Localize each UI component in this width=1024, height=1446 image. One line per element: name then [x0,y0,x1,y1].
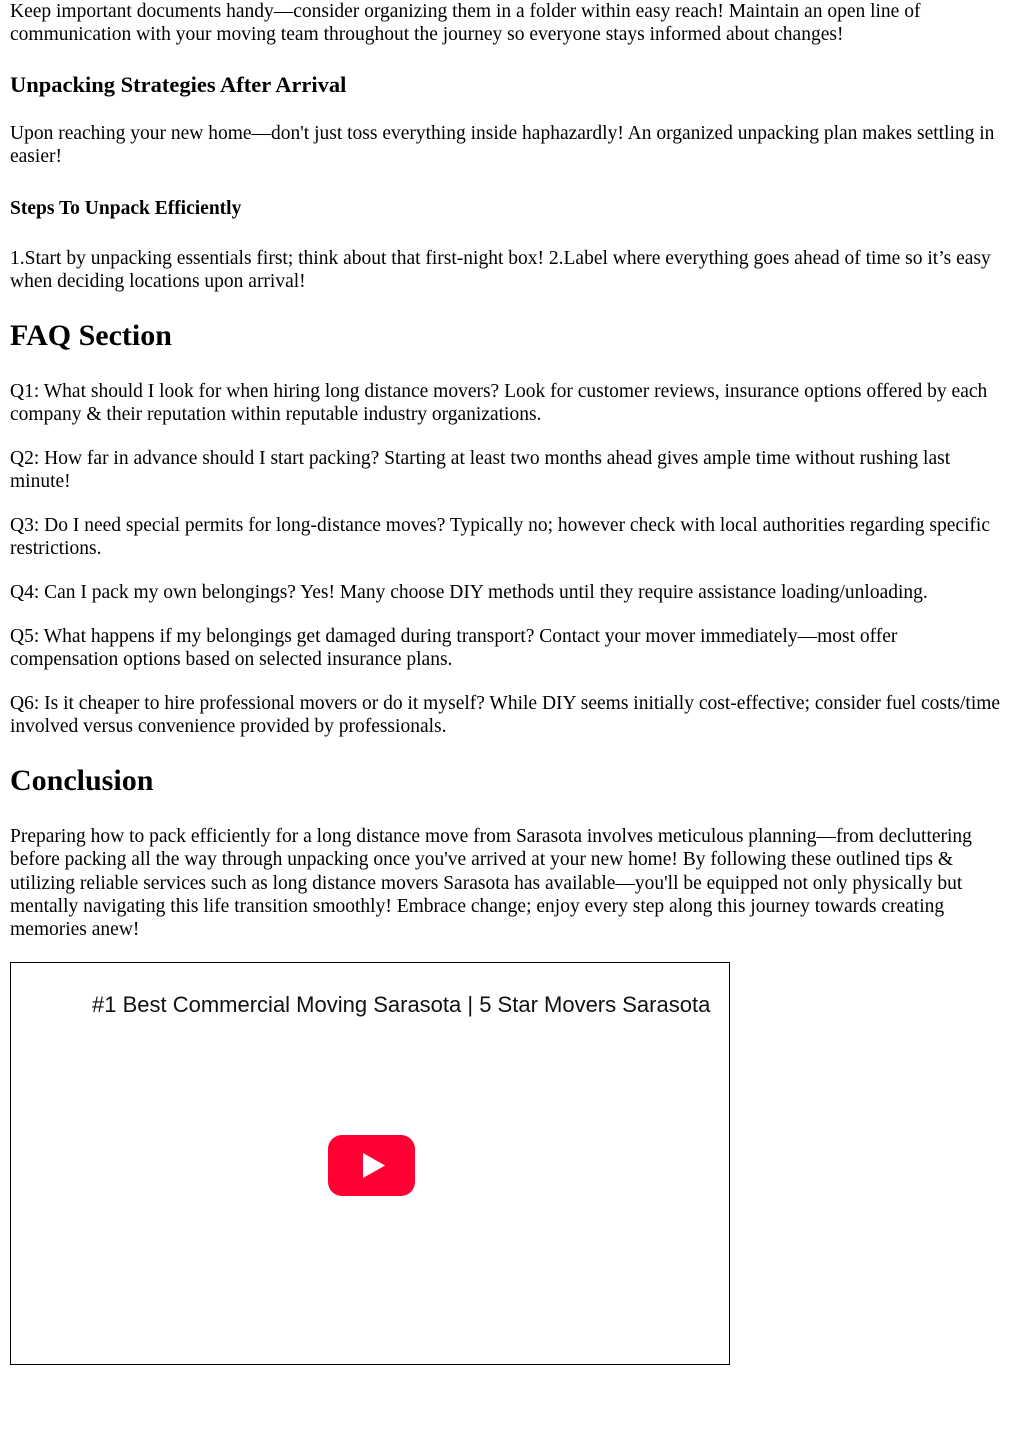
youtube-play-icon[interactable] [328,1135,415,1196]
faq-item-6: Q6: Is it cheaper to hire professional movers or do it myself? While DIY seems initially cost-effective; consider fuel costs/time involved versus convenience provided by professionals. [10,693,1001,738]
conclusion-paragraph: Preparing how to pack efficiently for a long distance move from Sarasota involves meticulous planning—from decluttering before packing all the way through unpacking once you've arrived at your new home! By following these outlined tips & utilizing reliable services such as long distance movers Sarasota has available—you'll be equipped not only physically but mentally navigating this life transition smoothly! Embrace change; enjoy every step along this journey towards creating memories anew! [10,826,972,941]
faq-heading: FAQ Section [10,319,172,352]
faq-item-1: Q1: What should I look for when hiring long distance movers? Look for customer reviews, insurance options offered by each company & their reputation within reputable industry organizations. [10,381,988,426]
youtube-video-embed[interactable] [10,962,730,1365]
faq-item-2: Q2: How far in advance should I start packing? Starting at least two months ahead gives ample time without rushing last minute! [10,448,951,493]
unpacking-heading: Unpacking Strategies After Arrival [10,72,347,97]
unpacking-paragraph: Upon reaching your new home—don't just toss everything inside haphazardly! An organized unpacking plan makes settling in easier! [10,123,995,168]
video-title[interactable]: #1 Best Commercial Moving Sarasota | 5 Star Movers Sarasota [92,992,711,1017]
steps-paragraph: 1.Start by unpacking essentials first; think about that first-night box! 2.Label where everything goes ahead of time so it’s easy when deciding locations upon arrival! [10,248,991,293]
faq-item-3: Q3: Do I need special permits for long-distance moves? Typically no; however check with local authorities regarding specific restrictions. [10,515,990,560]
faq-item-5: Q5: What happens if my belongings get damaged during transport? Contact your mover immediately—most offer compensation options based on selected insurance plans. [10,626,898,671]
steps-heading: Steps To Unpack Efficiently [10,198,242,219]
conclusion-heading: Conclusion [10,764,154,797]
intro-paragraph: Keep important documents handy—consider organizing them in a folder within easy reach! Maintain an open line of communication with your moving team throughout the journey so everyone stays informed about changes! [10,1,921,46]
faq-item-4: Q4: Can I pack my own belongings? Yes! Many choose DIY methods until they require assistance loading/unloading. [10,582,928,603]
